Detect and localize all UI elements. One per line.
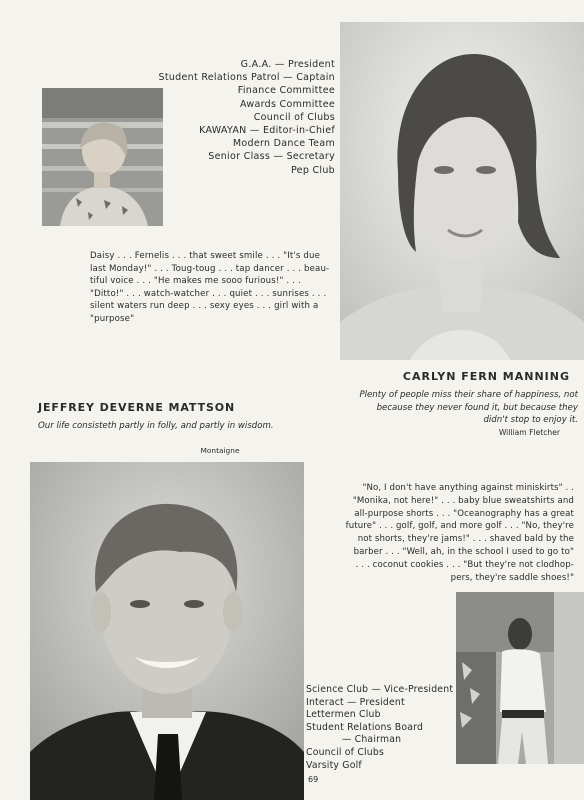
activity-item: Council of Clubs [306, 746, 385, 758]
quote-author-2: Montaigne [200, 446, 240, 455]
bio-text-2: "No, I don't have anything against miniskirts" . . "Monika, not here!" . . . baby blue sweatshirts and all-purpose shorts . . . "Oceanography has a great future" . . . golf, golf, and more golf . . . "No, they're not shorts, they're jams!" . . . shaved bald by the barber . . . "Well, ah, in the school I used to go to" . . . coconut cookies . . . "But they're not clodhop- pers, they're saddle shoes!" [345, 483, 574, 583]
activity-item: — Chairman [342, 734, 402, 746]
candid-photo-2 [456, 592, 584, 764]
activity-item: Finance Committee [237, 85, 335, 97]
portrait-photo-1 [340, 22, 584, 360]
activity-item: Varsity Golf [306, 759, 362, 771]
quote-author-1: William Fletcher [498, 428, 560, 437]
page-number: 69 [308, 775, 319, 784]
quote-text-1: Plenty of people miss their share of happiness, not because they never found it, but because they didn't stop to enjoy it. [359, 390, 578, 425]
activity-item: Council of Clubs [253, 111, 335, 123]
activity-item: KAWAYAN — Editor-in-Chief [199, 125, 335, 137]
bio-text-1: Daisy . . . Fernelis . . . that sweet smile . . . "It's due last Monday!" . . . Toug-toug . . . tap dancer . . . beau- tiful voice . . . "He makes me sooo furious!" . . . "Ditto!" . . . watch-watcher . . . quiet . . . sunrises . . . silent waters run deep . . . sexy eyes . . . girl with a "purpose" [90, 251, 330, 324]
activity-item: Interact — President [306, 696, 405, 708]
portrait-photo-2 [30, 462, 304, 800]
activity-item: Student Relations Board [306, 721, 424, 733]
activity-item: Pep Club [290, 164, 335, 176]
activity-item: Student Relations Patrol — Captain [158, 72, 335, 84]
activity-item: Science Club — Vice-President [306, 684, 454, 695]
activity-item: Senior Class — Secretary [208, 151, 335, 163]
activities-list-1 [130, 58, 335, 177]
activity-item: Modern Dance Team [232, 138, 335, 150]
activity-item: Awards Committee [240, 98, 335, 110]
student-name-1: CARLYN FERN MANNING [402, 370, 570, 383]
quote-text-2: Our life consisteth partly in folly, and partly in wisdom. [38, 421, 274, 431]
student-name-2: JEFFREY DEVERNE MATTSON [38, 401, 236, 414]
activity-item: Lettermen Club [306, 709, 381, 721]
activities-list-2 [306, 684, 466, 772]
activity-item: G.A.A. — President [240, 59, 335, 70]
